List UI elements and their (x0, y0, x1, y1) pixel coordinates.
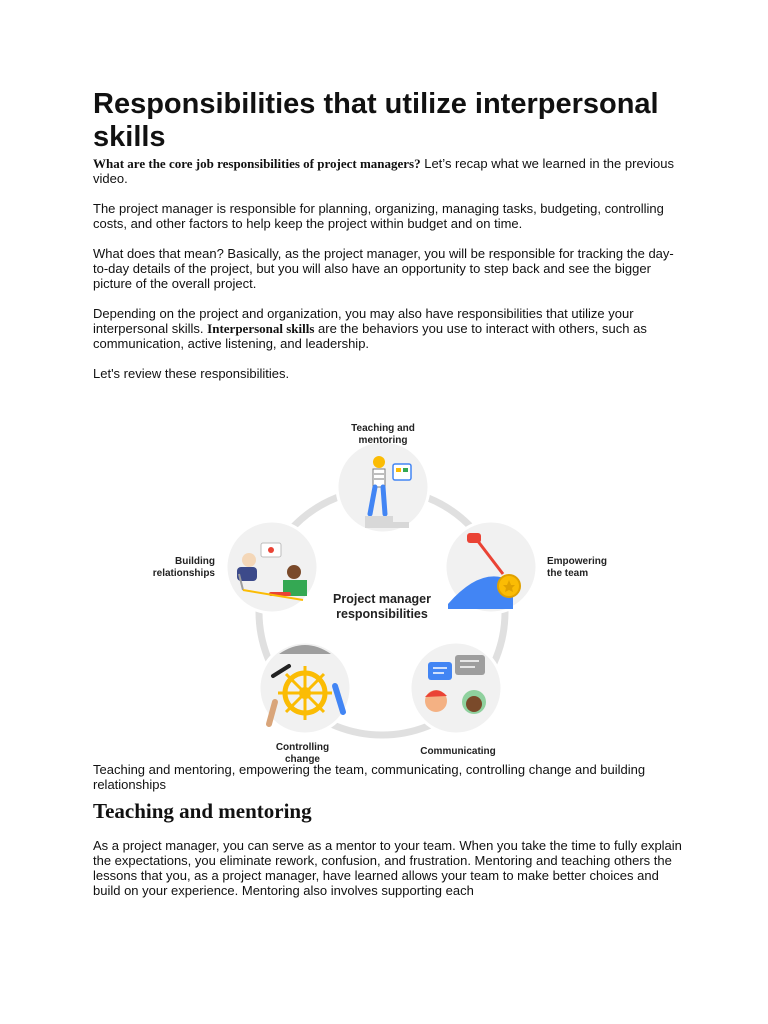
communicating-illustration (410, 642, 502, 734)
responsibilities-diagram (93, 404, 683, 765)
section-paragraph: As a project manager, you can serve as a mentor to your team. When you take the time to fully explain the expectations, you eliminate rework, confusion, and frustration. Mentoring and teaching others the lessons that you, as a project manager, have learned allows your team to make better choices and build on your experience. Mentoring also involves supporting each (93, 838, 682, 898)
paragraph-responsibilities: The project manager is responsible for planning, organizing, managing tasks, budgeting, controlling costs, and other factors to help keep the project within budget and on time. (93, 201, 664, 231)
diagram-graphic (93, 404, 683, 762)
paragraph-interpersonal (93, 306, 683, 351)
paragraph-review: Let's review these responsibilities. (93, 366, 290, 381)
label-empowering: Empowering the team (547, 556, 608, 579)
interpersonal-after: are the behaviors you use to interact with others, such as communication, active listening, and leadership. (93, 321, 647, 351)
label-building: Building relationships (152, 556, 215, 579)
interpersonal-term: Interpersonal skills (207, 321, 315, 336)
section-heading: Teaching and mentoring (93, 799, 312, 823)
diagram-caption: Teaching and mentoring, empowering the team, communicating, controlling change and building relationships (93, 762, 646, 792)
intro-question: What are the core job responsibilities of project managers? (93, 156, 421, 171)
label-teaching: Teaching and mentoring (351, 423, 415, 446)
document-page (93, 88, 683, 913)
interpersonal-before: Depending on the project and organization, you may also have responsibilities that utilize your interpersonal skills. (93, 306, 634, 336)
empowering-illustration (445, 521, 537, 613)
intro-rest: Let’s recap what we learned in the previous video. (93, 156, 675, 186)
teaching-illustration (337, 441, 429, 533)
controlling-illustration (259, 642, 351, 734)
paragraph-meaning: What does that mean? Basically, as the project manager, you will be responsible for tracking the day-to-day details of the project, but you will also have an opportunity to step back and see the bigger picture of the overall project. (93, 246, 674, 291)
intro-paragraph (93, 156, 683, 186)
building-illustration (226, 521, 318, 613)
label-communicating: Communicating (420, 746, 496, 757)
page-title: Responsibilities that utilize interpersonal skills (93, 88, 659, 153)
diagram-center-label: Project manager responsibilities (333, 592, 431, 621)
label-controlling: Controlling change (275, 742, 330, 765)
